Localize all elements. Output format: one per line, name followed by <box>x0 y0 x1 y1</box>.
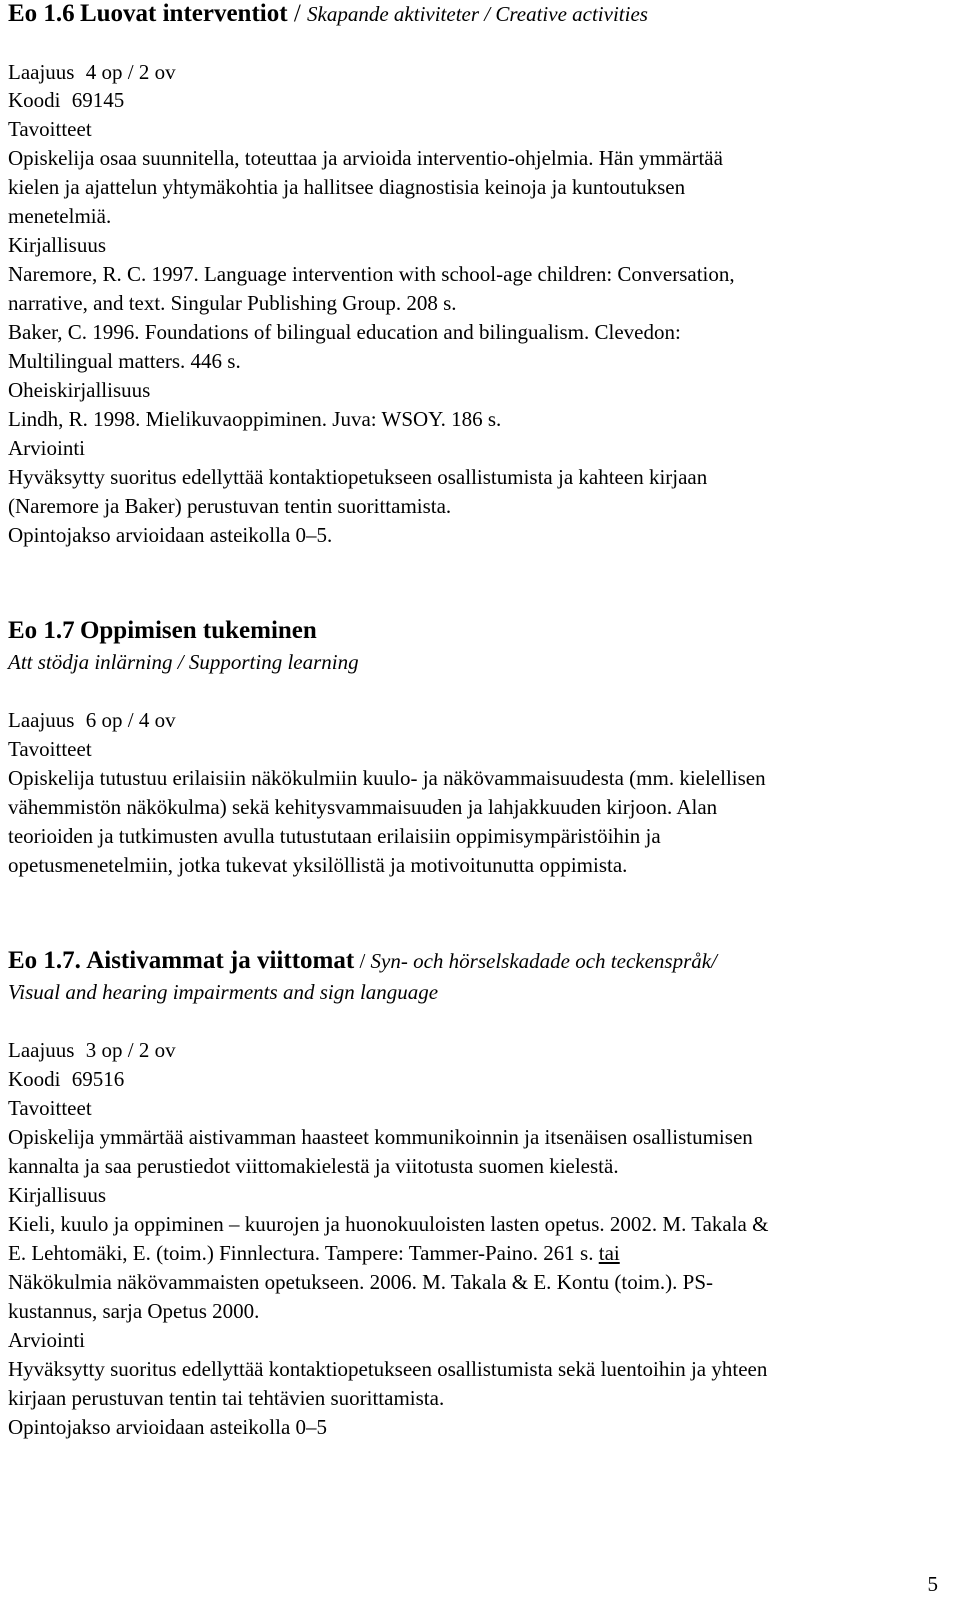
arviointi-text: Hyväksytty suoritus edellyttää kontaktiopetukseen osallistumista ja kahteen kirjaan <box>8 465 708 489</box>
section-title: Aistivammat ja viittomat <box>86 947 355 974</box>
tavoitteet-text: opetusmenetelmiin, jotka tukevat yksilöllistä ja motivoitunutta oppimista. <box>8 853 628 877</box>
tavoitteet-text: teorioiden ja tutkimusten avulla tutustutaan erilaisiin oppimisympäristöihin ja <box>8 824 661 848</box>
tavoitteet-label: Tavoitteet <box>8 117 92 141</box>
reference-text: narrative, and text. Singular Publishing Group. 208 s. <box>8 291 457 315</box>
reference-text: kustannus, sarja Opetus 2000. <box>8 1299 260 1323</box>
section-heading-1-7-aistivammat <box>8 947 717 975</box>
laajuus-row <box>8 58 176 86</box>
reference-text: Lindh, R. 1998. Mielikuvaoppiminen. Juva: WSOY. 186 s. <box>8 407 502 431</box>
section-subtitle: Att stödja inlärning / Supporting learning <box>8 650 359 674</box>
reference-text-part: E. Lehtomäki, E. (toim.) Finnlectura. Tampere: Tammer-Paino. 261 s. <box>8 1241 599 1265</box>
koodi-row <box>8 86 124 114</box>
koodi-label: Koodi <box>8 88 61 112</box>
section-code: Eo 1.6 <box>8 0 75 27</box>
laajuus-value: 3 op / 2 ov <box>85 1038 176 1062</box>
reference-text: Baker, C. 1996. Foundations of bilingual education and bilingualism. Clevedon: <box>8 320 681 344</box>
laajuus-value: 4 op / 2 ov <box>85 60 176 84</box>
reference-text: Naremore, R. C. 1997. Language intervention with school-age children: Conversation, <box>8 262 735 286</box>
kirjallisuus-label: Kirjallisuus <box>8 1183 106 1207</box>
arviointi-label: Arviointi <box>8 436 85 460</box>
alternative-marker: tai <box>598 1241 620 1265</box>
section-subtitle: Skapande aktiviteter / Creative activities <box>307 2 648 26</box>
section-title: Oppimisen tukeminen <box>79 617 317 644</box>
arviointi-text: Hyväksytty suoritus edellyttää kontaktiopetukseen osallistumista sekä luentoihin ja yhteen <box>8 1357 768 1381</box>
arviointi-label: Arviointi <box>8 1328 85 1352</box>
laajuus-row <box>8 1036 176 1064</box>
koodi-value: 69516 <box>71 1067 125 1091</box>
kirjallisuus-label: Kirjallisuus <box>8 233 106 257</box>
tavoitteet-text: menetelmiä. <box>8 204 112 228</box>
laajuus-label: Laajuus <box>8 60 75 84</box>
tavoitteet-text: kielen ja ajattelun yhtymäkohtia ja hallitsee diagnostisia keinoja ja kuntoutuksen <box>8 175 686 199</box>
tavoitteet-text: vähemmistön näkökulma) sekä kehitysvammaisuuden ja lahjakkuuden kirjoon. Alan <box>8 795 718 819</box>
reference-text: Multilingual matters. 446 s. <box>8 349 241 373</box>
section-title: Luovat interventiot <box>79 0 288 27</box>
reference-text: Kieli, kuulo ja oppiminen – kuurojen ja huonokuuloisten lasten opetus. 2002. M. Takala & <box>8 1212 769 1236</box>
page-number: 5 <box>927 1572 938 1596</box>
reference-text: Näkökulmia näkövammaisten opetukseen. 2006. M. Takala & E. Kontu (toim.). PS- <box>8 1270 714 1294</box>
arviointi-text: kirjaan perustuvan tentin tai tehtävien suorittamista. <box>8 1386 445 1410</box>
arviointi-text: Opintojakso arvioidaan asteikolla 0–5 <box>8 1415 328 1439</box>
tavoitteet-label: Tavoitteet <box>8 737 92 761</box>
tavoitteet-label: Tavoitteet <box>8 1096 92 1120</box>
section-code: Eo 1.7 <box>8 617 75 644</box>
heading-separator: / <box>354 949 371 973</box>
section-subtitle: Syn- och hörselskadade och teckenspråk/ <box>370 949 717 973</box>
koodi-label: Koodi <box>8 1067 61 1091</box>
oheiskirjallisuus-label: Oheiskirjallisuus <box>8 378 151 402</box>
section-heading-1-6 <box>8 0 648 28</box>
section-heading-1-7 <box>8 617 317 645</box>
laajuus-label: Laajuus <box>8 1038 75 1062</box>
tavoitteet-text: Opiskelija tutustuu erilaisiin näkökulmiin kuulo- ja näkövammaisuudesta (mm. kielellisen <box>8 766 766 790</box>
laajuus-label: Laajuus <box>8 708 75 732</box>
koodi-value: 69145 <box>71 88 125 112</box>
heading-separator: / <box>287 0 308 27</box>
laajuus-row <box>8 706 176 734</box>
arviointi-text: (Naremore ja Baker) perustuvan tentin suorittamista. <box>8 494 452 518</box>
section-code: Eo 1.7. <box>8 947 81 974</box>
tavoitteet-text: Opiskelija osaa suunnitella, toteuttaa ja arvioida interventio-ohjelmia. Hän ymmärtää <box>8 146 723 170</box>
reference-text <box>8 1239 620 1267</box>
section-subtitle-continued: Visual and hearing impairments and sign language <box>8 980 439 1004</box>
laajuus-value: 6 op / 4 ov <box>85 708 176 732</box>
tavoitteet-text: kannalta ja saa perustiedot viittomakielestä ja viitotusta suomen kielestä. <box>8 1154 619 1178</box>
koodi-row <box>8 1065 124 1093</box>
tavoitteet-text: Opiskelija ymmärtää aistivamman haasteet kommunikoinnin ja itsenäisen osallistumisen <box>8 1125 753 1149</box>
arviointi-text: Opintojakso arvioidaan asteikolla 0–5. <box>8 523 333 547</box>
